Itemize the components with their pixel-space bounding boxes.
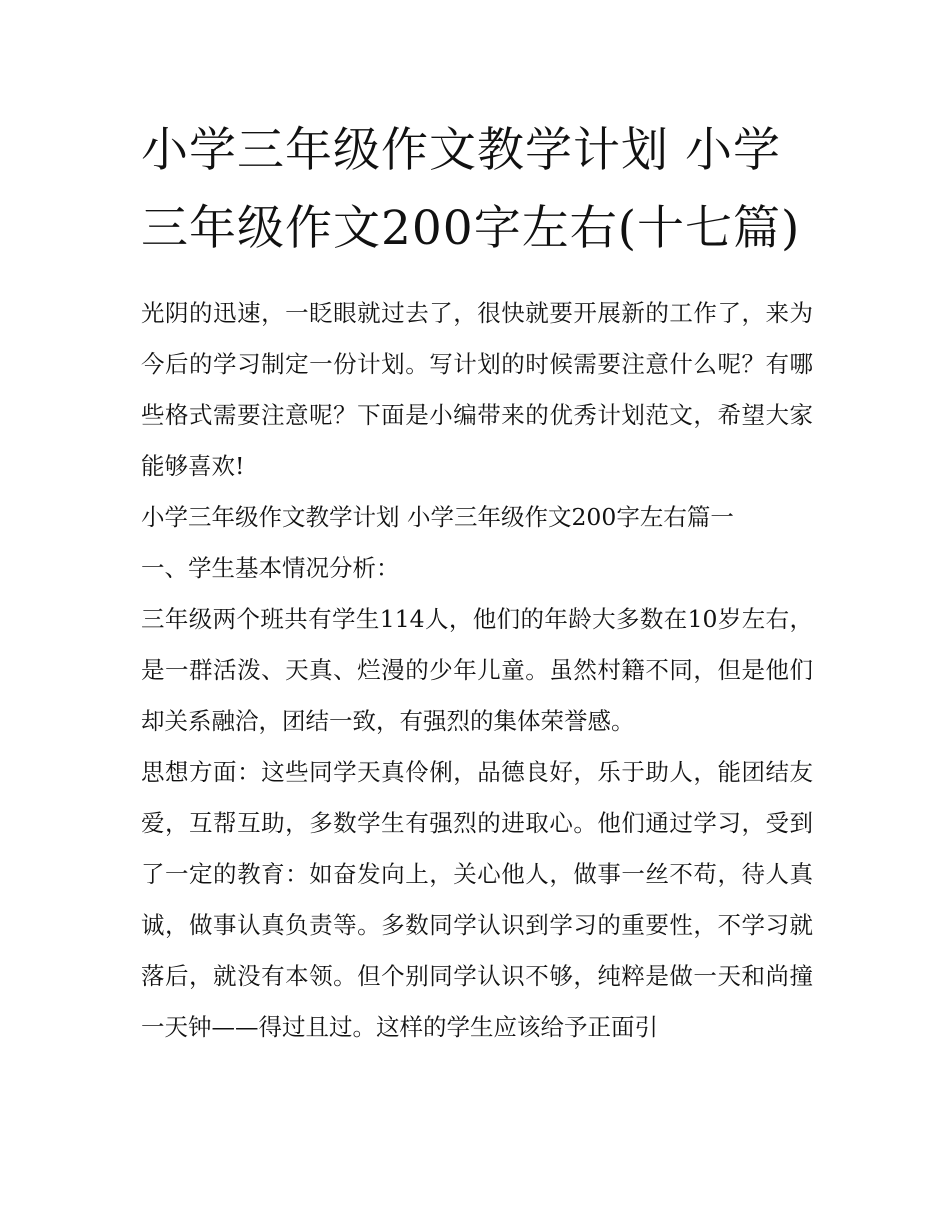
document-title: 小学三年级作文教学计划 小学三年级作文200字左右(十七篇) — [141, 123, 801, 256]
section-heading: 小学三年级作文教学计划 小学三年级作文200字左右篇一 — [141, 503, 734, 531]
student-info-paragraph: 三年级两个班共有学生114人，他们的年龄大多数在10岁左右，是一群活泼、天真、烂漫的少年儿童。虽然村籍不同，但是他们却关系融洽，团结一致，有强烈的集体荣誉感。 — [141, 605, 813, 735]
intro-paragraph: 光阴的迅速，一眨眼就过去了，很快就要开展新的工作了，来为今后的学习制定一份计划。写计划的时候需要注意什么呢？有哪些格式需要注意呢？下面是小编带来的优秀计划范文，希望大家能够喜欢! — [141, 299, 813, 480]
thought-paragraph: 思想方面：这些同学天真伶俐，品德良好，乐于助人，能团结友爱，互帮互助，多数学生有强烈的进取心。他们通过学习，受到了一定的教育：如奋发向上，关心他人，做事一丝不苟，待人真诚，做事认真负责等。多数同学认识到学习的重要性，不学习就落后，就没有本领。但个别同学认识不够，纯粹是做一天和尚撞一天钟——得过且过。这样的学生应该给予正面引 — [141, 758, 813, 1041]
subsection-heading: 一、学生基本情况分析： — [141, 554, 400, 582]
title-block — [141, 112, 813, 268]
document-body — [141, 112, 813, 1053]
